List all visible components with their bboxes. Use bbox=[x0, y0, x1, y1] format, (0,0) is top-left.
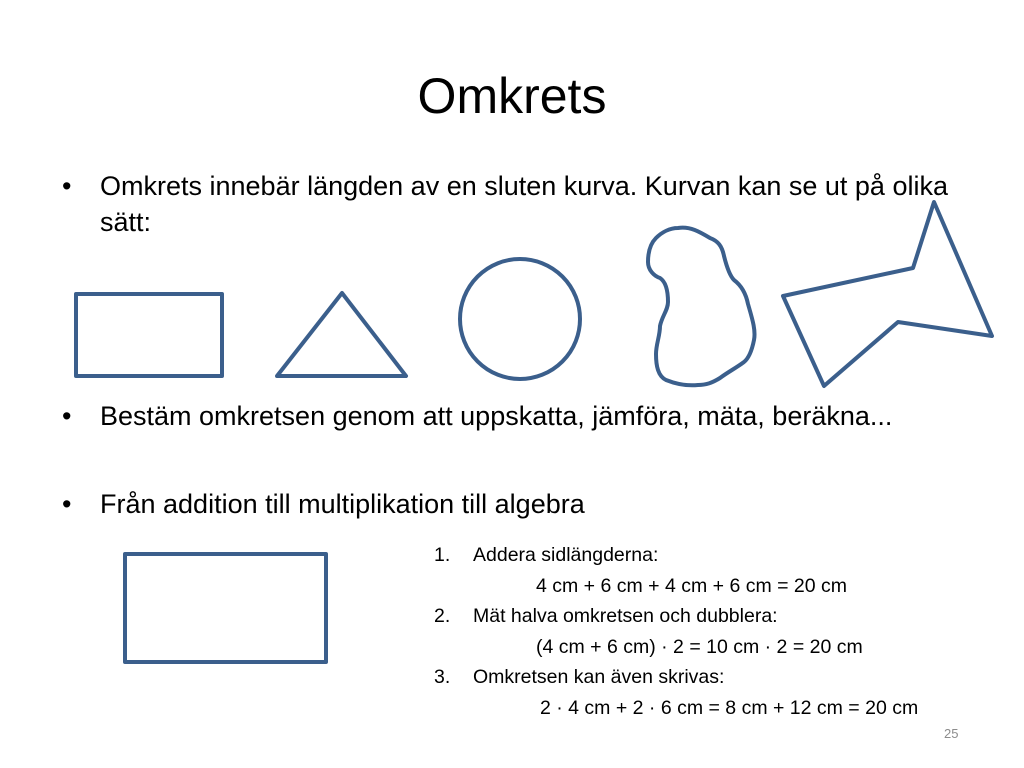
bullet-marker: • bbox=[62, 489, 72, 519]
bullet-progression bbox=[62, 486, 942, 522]
bullet-text: Från addition till multiplikation till algebra bbox=[100, 489, 585, 519]
irregular-polygon-shape bbox=[783, 202, 992, 386]
irregular-curve-shape bbox=[648, 228, 755, 386]
step-1-label: 1. Addera sidlängderna: bbox=[434, 544, 659, 566]
steps-list bbox=[434, 540, 918, 723]
step-2-equation: (4 cm + 6 cm) · 2 = 10 cm · 2 = 20 cm bbox=[536, 635, 863, 658]
circle-shape bbox=[460, 259, 580, 379]
step-2-label: 2. Mät halva omkretsen och dubblera: bbox=[434, 605, 778, 627]
triangle-shape bbox=[277, 293, 406, 376]
bullet-text: Bestäm omkretsen genom att uppskatta, jämföra, mäta, beräkna... bbox=[100, 401, 893, 431]
step-3-equation: 2 · 4 cm + 2 · 6 cm = 8 cm + 12 cm = 20 cm bbox=[540, 696, 919, 719]
step-1-equation: 4 cm + 6 cm + 4 cm + 6 cm = 20 cm bbox=[536, 574, 848, 597]
step-3-label: 3. Omkretsen kan även skrivas: bbox=[434, 666, 725, 688]
rectangle-example-shape bbox=[125, 554, 326, 662]
page-number: 25 bbox=[944, 726, 959, 741]
bullet-marker: • bbox=[62, 401, 72, 431]
bullet-methods bbox=[62, 398, 942, 434]
bullet-marker: • bbox=[62, 171, 72, 201]
rectangle-shape bbox=[76, 294, 222, 376]
slide-title: Omkrets bbox=[417, 68, 607, 124]
bullet-text: Omkrets innebär längden av en sluten kurva. Kurvan kan se ut på olika sätt: bbox=[100, 171, 948, 237]
